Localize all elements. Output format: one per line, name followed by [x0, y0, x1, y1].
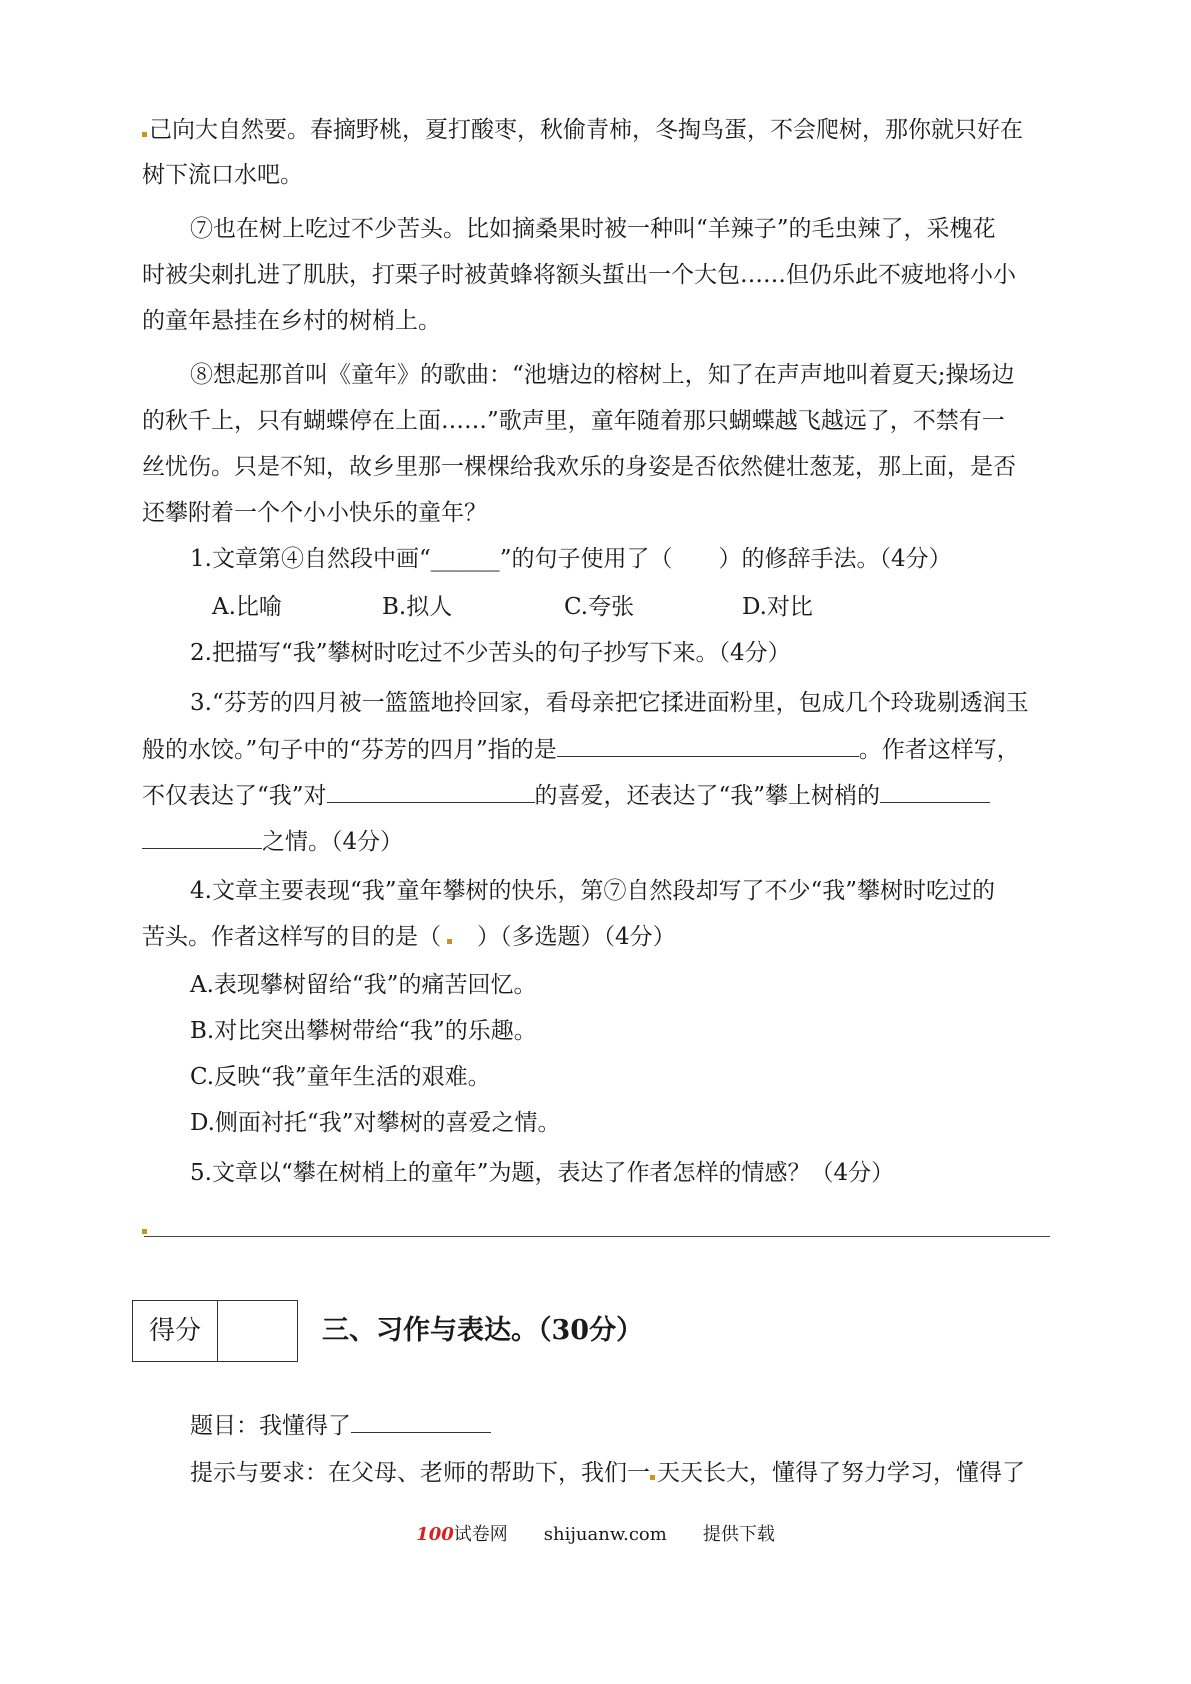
download-text: 提供下载: [702, 1524, 775, 1545]
question-2: 2.把描写“我”攀树时吃过不少苦头的句子抄写下来。（4分）: [190, 640, 791, 666]
score-box: [132, 1300, 298, 1362]
question-1: 1.文章第④自然段中画“______”的句子使用了（ ）的修辞手法。（4分）: [190, 546, 952, 572]
site-logo: 100: [416, 1524, 454, 1545]
answer-line-q5[interactable]: [144, 1236, 1050, 1237]
question-3-line2: 般的水饺。”句子中的“芬芳的四月”指的是 。作者这样写，: [142, 734, 1020, 765]
essay-topic: 题目：我懂得了: [190, 1410, 491, 1441]
score-input-cell[interactable]: [218, 1301, 297, 1361]
option-b[interactable]: B.拟人: [382, 594, 453, 620]
question-5: 5.文章以“攀在树梢上的童年”为题，表达了作者怎样的情感？（4分）: [190, 1160, 895, 1186]
option-a[interactable]: A.比喻: [212, 594, 282, 620]
passage-p6-line2: 树下流口水吧。: [142, 162, 303, 188]
passage-p7-line2: 时被尖刺扎进了肌肤，打栗子时被黄蜂将额头蜇出一个大包……但仍乐此不疲地将小小: [142, 262, 1016, 288]
mark-dot: [142, 1229, 147, 1234]
answer-blank-object-loved[interactable]: [327, 780, 535, 803]
question-4-line1: 4.文章主要表现“我”童年攀树的快乐，第⑦自然段却写了不少“我”攀树时吃过的: [190, 878, 995, 904]
question-4-option-a[interactable]: A.表现攀树留给“我”的痛苦回忆。: [190, 972, 537, 998]
passage-p8-line4: 还攀附着一个个小小快乐的童年？: [142, 500, 487, 526]
question-1-options: [212, 592, 912, 622]
passage-p6-line1: 己向大自然要。春摘野桃，夏打酸枣，秋偷青柿，冬掏鸟蛋，不会爬树，那你就只好在: [142, 115, 1023, 145]
essay-topic-blank[interactable]: [351, 1410, 491, 1433]
mark-dot: [142, 132, 147, 137]
answer-blank-feeling-cont[interactable]: [142, 826, 262, 849]
passage-p8-line1: ⑧想起那首叫《童年》的歌曲：“池塘边的榕树上，知了在声声地叫着夏天;操场边: [190, 362, 1015, 388]
answer-blank-four-months[interactable]: [557, 734, 859, 757]
passage-p7-line1: ⑦也在树上吃过不少苦头。比如摘桑果时被一种叫“羊辣子”的毛虫辣了，采槐花: [190, 216, 996, 242]
essay-hint: 提示与要求：在父母、老师的帮助下，我们一 天天长大，懂得了努力学习，懂得了: [190, 1460, 1025, 1486]
mark-dot: [650, 1475, 655, 1480]
question-4-line2: 苦头。作者这样写的目的是（ ）（多选题）（4分）: [142, 924, 676, 950]
answer-blank-feeling[interactable]: [880, 780, 990, 803]
passage-p7-line3: 的童年悬挂在乡村的树梢上。: [142, 308, 441, 334]
option-c[interactable]: C.夸张: [564, 594, 635, 620]
option-d[interactable]: D.对比: [742, 594, 813, 620]
question-4-option-d[interactable]: D.侧面衬托“我”对攀树的喜爱之情。: [190, 1110, 561, 1136]
section-3-title: 三、习作与表达。（30分）: [322, 1315, 644, 1346]
question-4-option-b[interactable]: B.对比突出攀树带给“我”的乐趣。: [190, 1018, 537, 1044]
passage-p8-line3: 丝忧伤。只是不知，故乡里那一棵棵给我欢乐的身姿是否依然健壮葱茏，那上面，是否: [142, 454, 1016, 480]
score-label: 得分: [133, 1301, 218, 1361]
mark-dot: [447, 939, 452, 944]
site-name: 试卷网: [453, 1524, 508, 1545]
question-3-line1: 3.“芬芳的四月被一篮篮地拎回家，看母亲把它揉进面粉里，包成几个玲珑剔透润玉: [190, 690, 1029, 716]
question-3-line3: 不仅表达了“我”对 的喜爱，还表达了“我”攀上树梢的: [142, 780, 990, 811]
site-domain[interactable]: shijuanw.com: [543, 1524, 667, 1545]
passage-p8-line2: 的秋千上，只有蝴蝶停在上面……”歌声里，童年随着那只蝴蝶越飞越远了，不禁有一: [142, 408, 1005, 434]
page-footer: [0, 1523, 1191, 1547]
question-3-line4: 之情。（4分）: [142, 826, 403, 857]
question-4-option-c[interactable]: C.反映“我”童年生活的艰难。: [190, 1064, 491, 1090]
